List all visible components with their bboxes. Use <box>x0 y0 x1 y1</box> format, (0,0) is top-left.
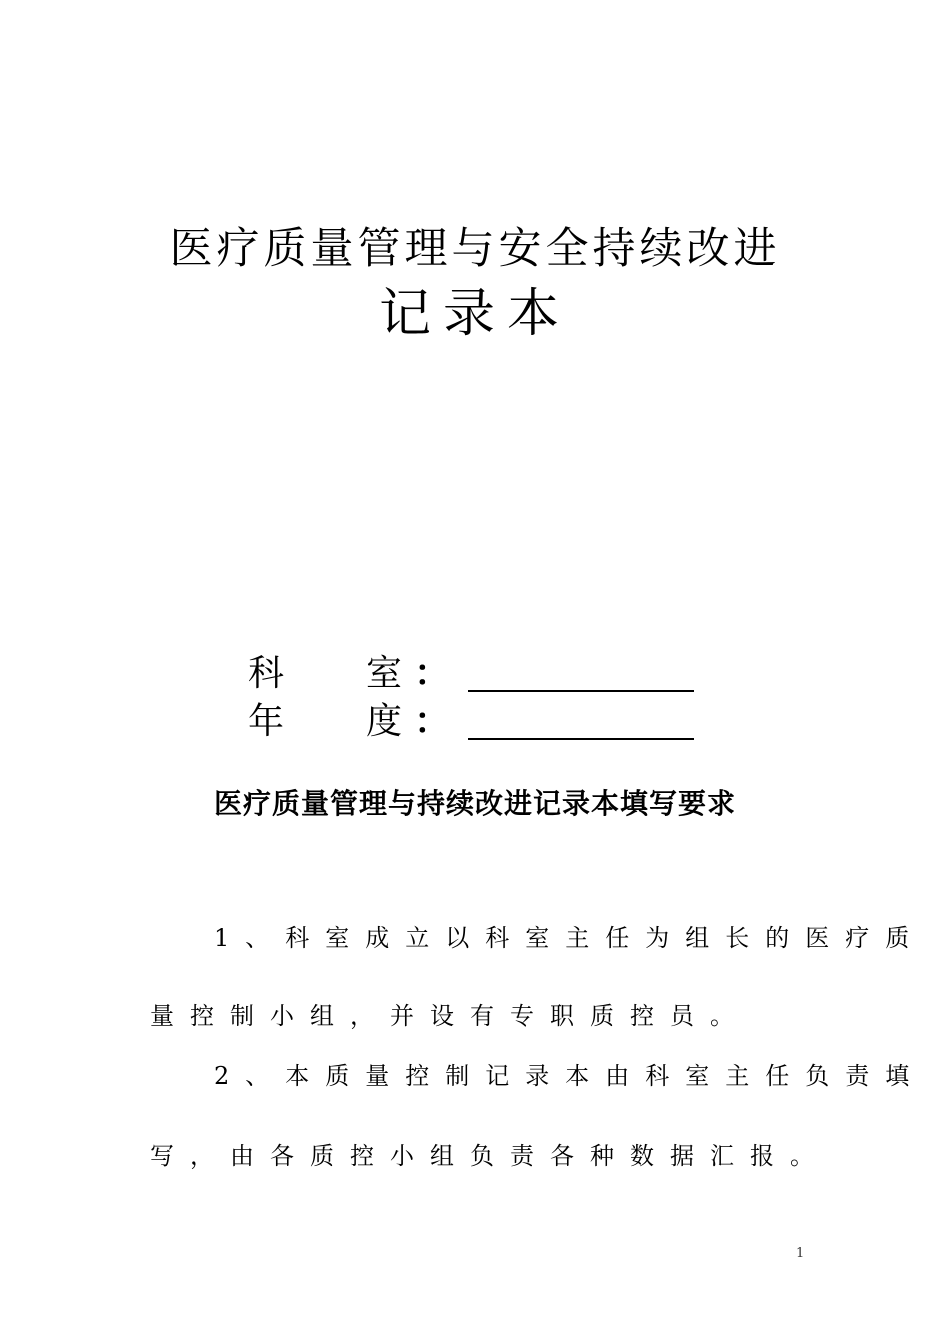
requirement-item-1-line-1: 1、科室成立以科室主任为组长的医疗质 <box>214 924 926 952</box>
department-label-char2: 室 <box>366 653 403 694</box>
page-number: 1 <box>796 1246 805 1261</box>
year-blank-line <box>468 738 694 740</box>
requirement-item-1-line-2: 量控制小组，并设有专职质控员。 <box>150 1002 750 1030</box>
year-colon: ： <box>414 701 451 742</box>
requirements-heading: 医疗质量管理与持续改进记录本填写要求 <box>213 787 736 820</box>
department-label-char1: 科 <box>248 653 285 694</box>
cover-subtitle: 记录本 <box>378 284 571 344</box>
requirement-item-2-line-1: 2、本质量控制记录本由科室主任负责填 <box>214 1062 926 1090</box>
department-blank-line <box>468 690 694 692</box>
year-label-char1: 年 <box>248 701 285 742</box>
cover-title: 医疗质量管理与安全持续改进 <box>169 224 781 274</box>
department-colon: ： <box>414 653 451 694</box>
requirement-item-2-line-2: 写，由各质控小组负责各种数据汇报。 <box>150 1142 830 1170</box>
year-label-char2: 度 <box>366 701 403 742</box>
